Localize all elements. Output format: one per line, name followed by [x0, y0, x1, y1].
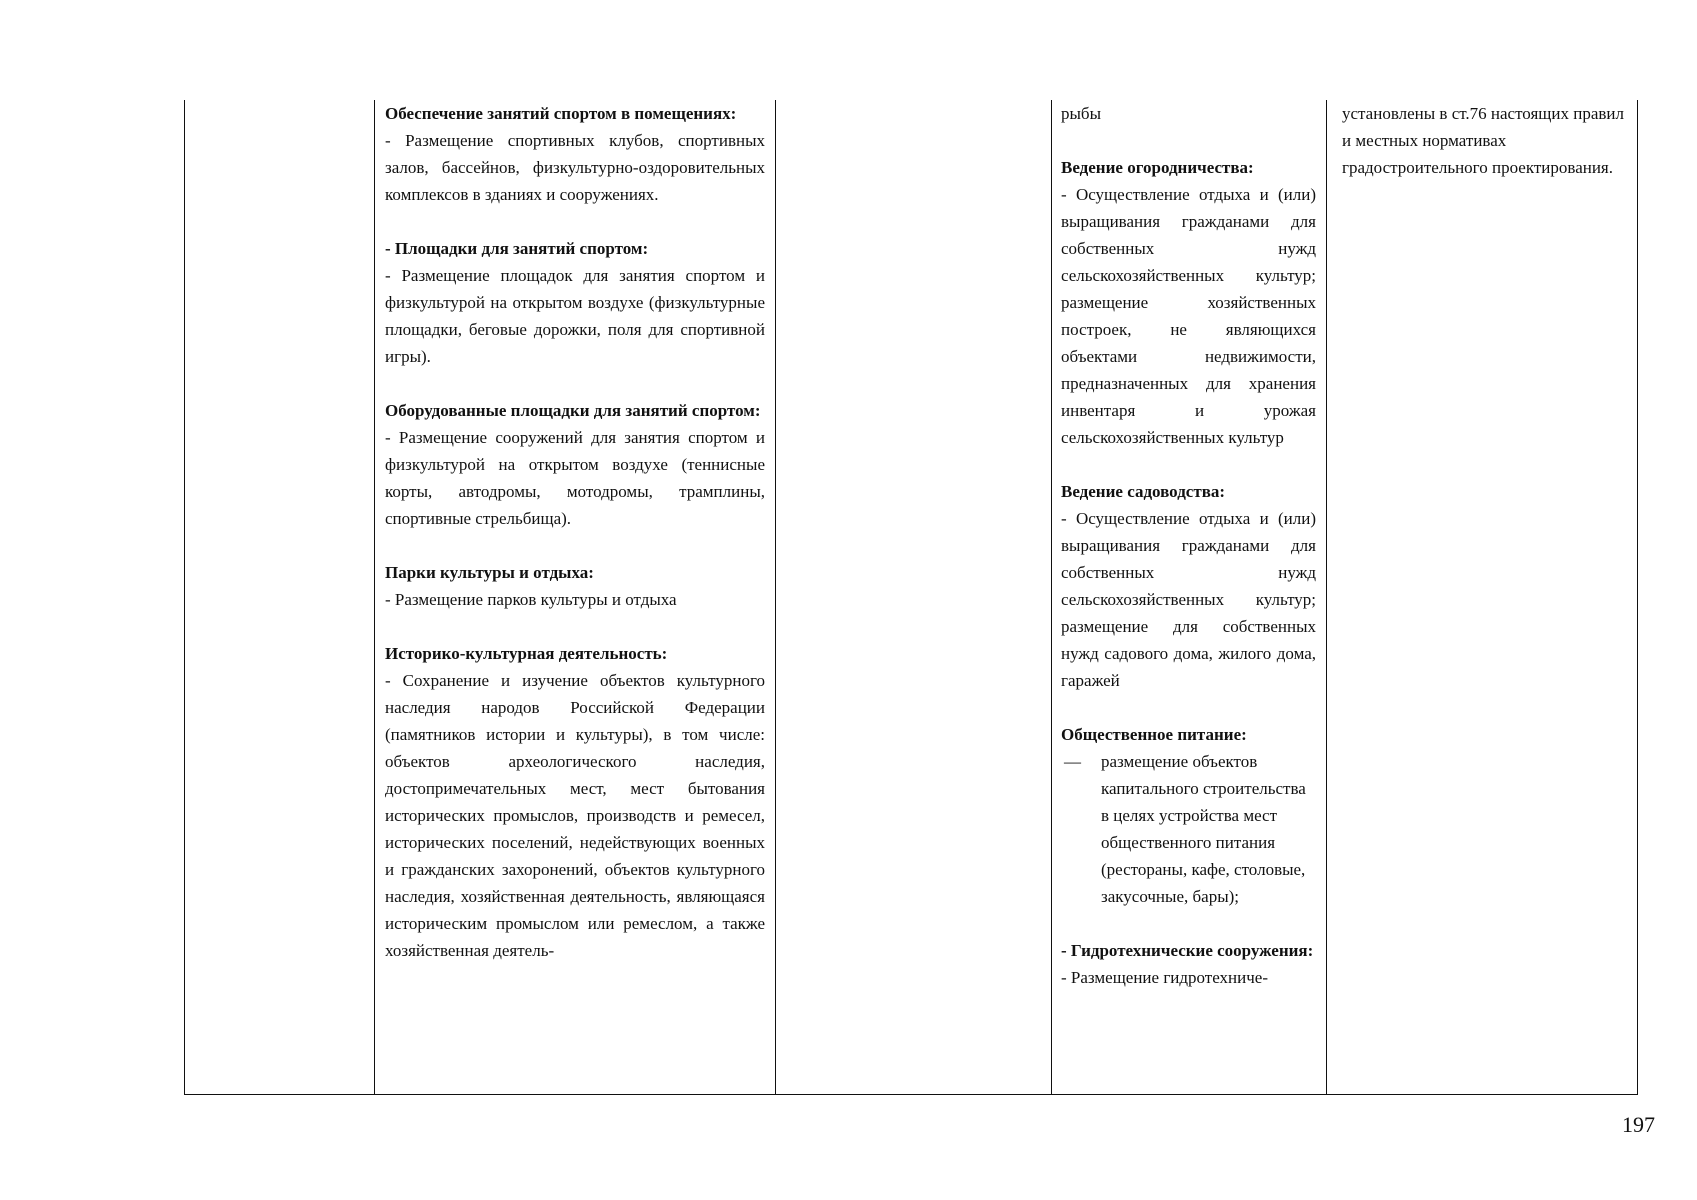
land-use-cell: [385, 100, 765, 964]
conditional-use-block: [1061, 721, 1316, 910]
land-use-text: - Сохранение и изучение объектов культурного наследия народов Российской Федерации (памятников истории и культуры), в том числе: объектов археологического наследия, достопримечательных мест, мест бытования исторических промыслов, производств и ремесел, исторических поселений, недействующих военных и гражданских захоронений, объектов культурного наследия, хозяйственная деятельность, являющаяся историческим промыслом или ремеслом, а также хозяйственная деятель-: [385, 671, 765, 960]
parameters-cell: [1342, 100, 1627, 181]
land-use-block: [385, 100, 765, 208]
land-use-text: - Размещение сооружений для занятия спортом и физкультурой на открытом воздухе (теннисные корты, автодромы, мотодромы, трамплины, спортивные стрельбища).: [385, 428, 765, 528]
conditional-use-cell: [1061, 100, 1316, 991]
land-use-text: - Размещение площадок для занятия спортом и физкультурой на открытом воздухе (физкультурные площадки, беговые дорожки, поля для спортивной игры).: [385, 266, 765, 366]
conditional-use-heading: - Гидротехнические сооружения:: [1061, 941, 1314, 960]
conditional-use-block: [1061, 937, 1316, 991]
column-divider: [775, 100, 776, 1094]
conditional-use-text: - Осуществление отдыха и (или) выращивания гражданами для собственных нужд сельскохозяйственных культур; размещение для собственных нужд садового дома, жилого дома, гаражей: [1061, 509, 1316, 690]
land-use-text: - Размещение парков культуры и отдыха: [385, 590, 677, 609]
column-divider: [1326, 100, 1327, 1094]
land-use-heading: Парки культуры и отдыха:: [385, 563, 594, 582]
land-use-block: [385, 640, 765, 964]
conditional-use-block: [1061, 478, 1316, 694]
conditional-use-heading: Ведение садоводства:: [1061, 482, 1226, 501]
conditional-use-heading: Общественное питание:: [1061, 725, 1247, 744]
conditional-use-block: [1061, 154, 1316, 451]
land-use-heading: Оборудованные площадки для занятий спортом:: [385, 401, 761, 420]
conditional-use-text: - Осуществление отдыха и (или) выращивания гражданами для собственных нужд сельскохозяйственных культур; размещение хозяйственных построек, не являющихся объектами недвижимости, предназначенных для хранения инвентаря и урожая сельскохозяйственных культур: [1061, 185, 1316, 447]
column-divider: [1051, 100, 1052, 1094]
dash-list-item: [1061, 748, 1316, 910]
conditional-use-intro: рыбы: [1061, 104, 1101, 123]
dash-marker: —: [1064, 752, 1081, 771]
land-use-heading: Историко-культурная деятельность:: [385, 644, 668, 663]
dash-list-text: размещение объектов капитального строительства в целях устройства мест общественного питания (рестораны, кафе, столовые, закусочные, бары);: [1101, 752, 1306, 906]
land-use-block: [385, 235, 765, 370]
column-divider: [374, 100, 375, 1094]
page-number: 197: [1622, 1112, 1655, 1137]
regulations-table: [184, 100, 1638, 1095]
land-use-text: - Размещение спортивных клубов, спортивных залов, бассейнов, физкультурно-оздоровительных комплексов в зданиях и сооружениях.: [385, 131, 765, 204]
land-use-heading: Обеспечение занятий спортом в помещениях:: [385, 104, 737, 123]
land-use-block: [385, 397, 765, 532]
conditional-use-heading: Ведение огородничества:: [1061, 158, 1254, 177]
land-use-heading: - Площадки для занятий спортом:: [385, 239, 649, 258]
conditional-use-text: - Размещение гидротехниче-: [1061, 968, 1269, 987]
land-use-block: [385, 559, 765, 613]
parameters-text: установлены в ст.76 настоящих правил и местных нормативах градостроительного проектирования.: [1342, 104, 1624, 177]
